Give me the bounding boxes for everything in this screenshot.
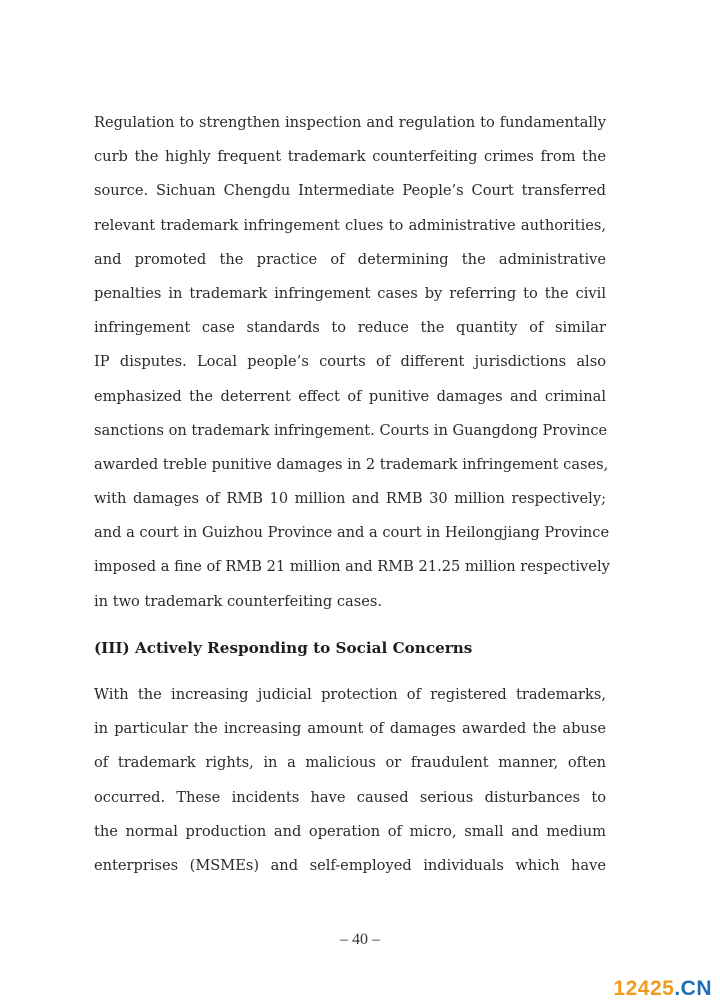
text-line: in two trademark counterfeiting cases. <box>94 592 382 610</box>
text-line: emphasized the deterrent effect of punitive damages and criminal <box>94 387 606 405</box>
site-watermark-logo <box>613 976 712 1002</box>
watermark-dot: . <box>674 977 681 1000</box>
text-line: and promoted the practice of determining the administrative <box>94 250 606 268</box>
text-line: infringement case standards to reduce the quantity of similar <box>94 319 606 337</box>
text-line: and a court in Guizhou Province and a court in Heilongjiang Province <box>94 524 610 542</box>
text-line: with damages of RMB 10 million and RMB 30 million respectively; <box>94 490 606 508</box>
text-line: With the increasing judicial protection of registered trademarks, <box>94 686 606 703</box>
page-number: – 40 – <box>340 931 380 948</box>
text-line: sanctions on trademark infringement. Courts in Guangdong Province <box>94 421 608 439</box>
watermark-suffix: CN <box>680 977 712 1000</box>
watermark-number: 12425 <box>613 977 675 1000</box>
text-line: curb the highly frequent trademark counterfeiting crimes from the <box>94 148 606 166</box>
text-line: in particular the increasing amount of damages awarded the abuse <box>94 720 606 738</box>
text-line: IP disputes. Local people’s courts of different jurisdictions also <box>94 353 606 371</box>
text-line: the normal production and operation of micro, small and medium <box>94 822 606 840</box>
paragraph-1 <box>94 106 610 619</box>
text-line: source. Sichuan Chengdu Intermediate People’s Court transferred <box>94 182 606 200</box>
text-line: awarded treble punitive damages in 2 trademark infringement cases, <box>94 455 609 473</box>
text-line: relevant trademark infringement clues to administrative authorities, <box>94 216 606 234</box>
text-line: imposed a fine of RMB 21 million and RMB 21.25 million respectively <box>94 558 610 576</box>
paragraph-2 <box>94 678 606 883</box>
section-heading: (III) Actively Responding to Social Concerns <box>94 639 473 657</box>
text-line: Regulation to strengthen inspection and regulation to fundamentally <box>94 114 606 131</box>
text-line: of trademark rights, in a malicious or fraudulent manner, often <box>94 754 606 772</box>
text-line: penalties in trademark infringement cases by referring to the civil <box>94 284 606 302</box>
text-line: enterprises (MSMEs) and self-employed individuals which have <box>94 856 606 874</box>
text-line: occurred. These incidents have caused serious disturbances to <box>94 788 606 806</box>
